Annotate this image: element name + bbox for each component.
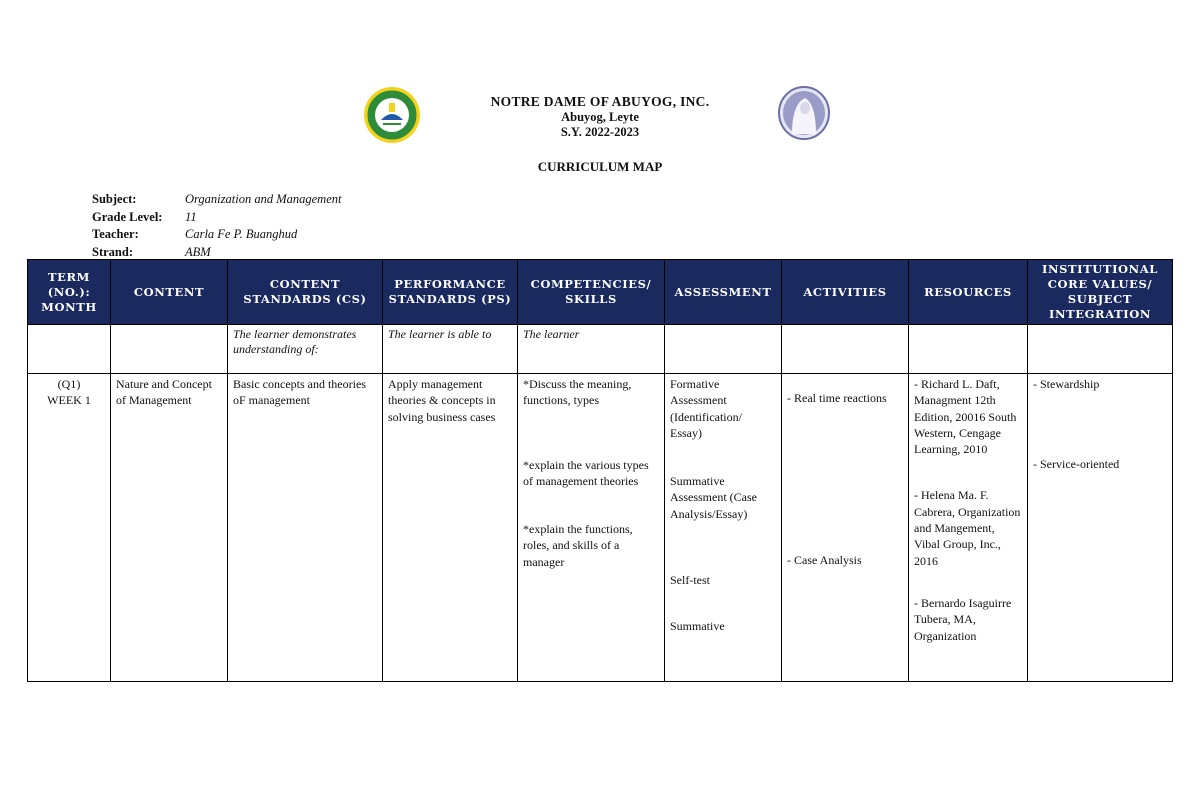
core-values-cell: [1028, 374, 1173, 682]
activities-cell: [782, 374, 909, 682]
activity-item: - Real time reactions: [787, 391, 887, 405]
teacher-label: Teacher:: [92, 227, 139, 241]
subject-info: [92, 191, 341, 261]
table-cell: [28, 325, 111, 374]
content-standards-intro: The learner demonstrates understanding of:: [228, 325, 383, 374]
column-header-resources: RESOURCES: [909, 260, 1028, 325]
column-header-assessment: ASSESSMENT: [665, 260, 782, 325]
table-cell: [665, 325, 782, 374]
competency-item: *Discuss the meaning, functions, types: [523, 377, 632, 408]
teacher-value: Carla Fe P. Buanghud: [185, 227, 298, 241]
subject-row: [92, 191, 341, 209]
resource-item: - Bernardo Isaguirre Tubera, MA, Organization: [914, 595, 1012, 643]
subject-value: Organization and Management: [185, 192, 342, 206]
resource-item: - Helena Ma. F. Cabrera, Organization and Mangement, Vibal Group, Inc., 2016: [914, 488, 1021, 568]
assessment-item: Summative Assessment (Case Analysis/Essay): [670, 474, 757, 521]
grade-row: [92, 209, 341, 227]
competencies-intro: The learner: [518, 325, 665, 374]
term-cell: [28, 374, 111, 682]
strand-value: ABM: [185, 244, 211, 259]
table-cell: [1028, 325, 1173, 374]
table-row: [28, 374, 1173, 682]
resource-item: - Richard L. Daft, Managment 12th Edition, 20016 South Western, Cengage Learning, 2010: [914, 377, 1017, 457]
table-header-row: [28, 260, 1173, 325]
document-title: CURRICULUM MAP: [537, 159, 663, 174]
term-quarter: (Q1): [57, 377, 81, 391]
competencies-cell: [518, 374, 665, 682]
resources-cell: [909, 374, 1028, 682]
term-week: WEEK 1: [47, 393, 91, 408]
school-location: Abuyog, Leyte: [561, 110, 639, 124]
column-header-term: TERM (NO.): MONTH: [28, 260, 111, 325]
column-header-content-standards: CONTENT STANDARDS (CS): [228, 260, 383, 325]
column-header-core-values: INSTITUTIONAL CORE VALUES/ SUBJECT INTEGRATION: [1028, 260, 1173, 325]
strand-label: Strand:: [92, 244, 133, 259]
performance-standards-intro: The learner is able to: [383, 325, 518, 374]
competency-item: *explain the various types of management theories: [523, 457, 649, 488]
core-value-item: - Stewardship: [1033, 377, 1100, 391]
assessment-item: Summative: [670, 619, 725, 634]
competency-item: *explain the functions, roles, and skills of a manager: [523, 522, 633, 569]
subject-label: Subject:: [92, 192, 137, 206]
column-header-competencies: COMPETENCIES/ SKILLS: [518, 260, 665, 325]
table-cell: [782, 325, 909, 374]
document-header: [0, 94, 1200, 140]
core-value-item: - Service-oriented: [1033, 457, 1120, 472]
grade-label: Grade Level:: [92, 209, 163, 224]
assessment-cell: [665, 374, 782, 682]
table-cell: [111, 325, 228, 374]
column-header-performance-standards: PERFORMANCE STANDARDS (PS): [383, 260, 518, 325]
table-subheader-row: [28, 325, 1173, 374]
content-standards-cell: Basic concepts and theories oF management: [228, 374, 383, 682]
teacher-row: [92, 226, 341, 244]
assessment-item: Self-test: [670, 573, 710, 588]
curriculum-map-table: [27, 259, 1173, 682]
school-year: S.Y. 2022-2023: [560, 125, 640, 139]
activity-item: - Case Analysis: [787, 553, 862, 568]
performance-standards-cell: Apply management theories & concepts in solving business cases: [383, 374, 518, 682]
school-name: NOTRE DAME OF ABUYOG, INC.: [490, 94, 710, 109]
grade-value: 11: [185, 209, 197, 224]
column-header-activities: ACTIVITIES: [782, 260, 909, 325]
content-cell: Nature and Concept of Management: [111, 374, 228, 682]
column-header-content: CONTENT: [111, 260, 228, 325]
table-cell: [909, 325, 1028, 374]
assessment-item: Formative Assessment (Identification/ Essay): [670, 377, 742, 440]
